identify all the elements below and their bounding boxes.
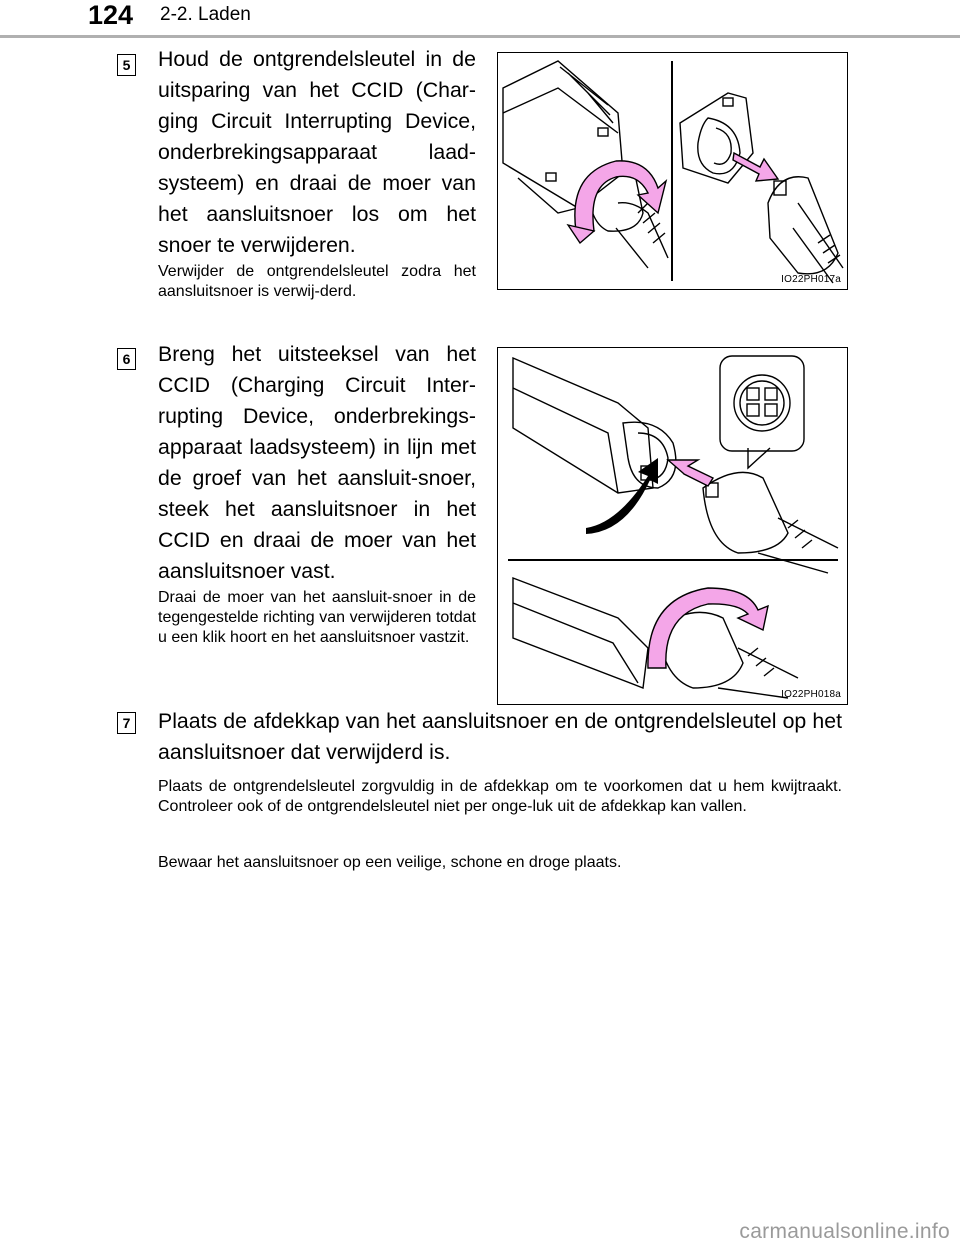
step-7-note-2: Bewaar het aansluitsnoer op een veilige, schone en droge plaats. xyxy=(158,854,622,871)
section-title: 2-2. Laden xyxy=(160,4,251,25)
step-badge-6: 6 xyxy=(117,348,136,370)
step-6-note: Draai de moer van het aansluit-snoer in de tegengestelde richting van verwijderen totdat u een klik hoort en het aansluitsnoer vastzit. xyxy=(158,589,476,646)
footer-watermark: carmanualsonline.info xyxy=(739,1220,950,1243)
figure-attach-cord-drawing xyxy=(498,348,847,704)
header-rule xyxy=(0,35,960,38)
figure-remove-cord-drawing xyxy=(498,53,847,289)
page-number: 124 xyxy=(88,0,134,30)
figure-remove-cord xyxy=(497,52,848,290)
figure-code: IO22PH018a xyxy=(781,689,841,700)
step-5-note: Verwijder de ontgrendelsleutel zodra het aansluitsnoer is verwij-derd. xyxy=(158,263,476,300)
figure-code: IO22PH017a xyxy=(781,274,841,285)
page-header xyxy=(0,0,960,40)
step-badge-7: 7 xyxy=(117,712,136,734)
figure-attach-cord xyxy=(497,347,848,705)
step-7-text: Plaats de afdekkap van het aansluitsnoer en de ontgrendelsleutel op het aansluitsnoer dat verwijderd is. xyxy=(158,709,842,764)
step-7-note-1: Plaats de ontgrendelsleutel zorgvuldig in de afdekkap om te voorkomen dat u hem kwijtraakt. Controleer ook of de ontgrendelsleutel niet per onge-luk uit de afdekkap kan vallen. xyxy=(158,778,842,815)
step-5-text: Houd de ontgrendelsleutel in de uitsparing van het CCID (Char-ging Circuit Interrupting Device, onderbrekingsapparaat laad-systeem) en draai de moer van het aansluitsnoer los om het snoer te verwijderen. xyxy=(158,47,476,257)
step-6-text: Breng het uitsteeksel van het CCID (Charging Circuit Inter-rupting Device, onderbrekings-apparaat laadsysteem) in lijn met de groef van het aansluit-snoer, steek het aansluitsnoer in het CCID en draai de moer van het aansluitsnoer vast. xyxy=(158,342,476,583)
step-badge-5: 5 xyxy=(117,54,136,76)
